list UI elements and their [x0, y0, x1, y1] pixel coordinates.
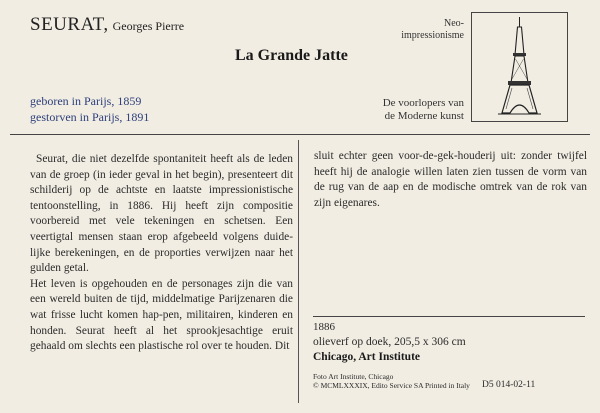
- series-label: [383, 97, 464, 123]
- movement-line-1: Neo-: [444, 18, 464, 29]
- text-line: die van een wereld buiten de tijd, middelmatige: [30, 277, 293, 306]
- text-line: heeft al het sprookjesachtige eruit gehaald om: [30, 324, 293, 353]
- text-line: in 1886. Hij heeft zijn compositie voorbereid: [30, 199, 293, 228]
- text-line: zonder twijfel heeft hij de analogie willen: [314, 150, 587, 178]
- eiffel-tower-drawing: [472, 13, 567, 121]
- text-line: Het leven is opgehouden en de personages zijn: [30, 277, 254, 290]
- artwork-date: 1886: [313, 321, 335, 333]
- text-line: slechts een plastische rol over te houden. Dit: [85, 340, 290, 353]
- paragraph-2: [30, 277, 293, 355]
- text-line: laten zien tussen de vorm van de rug van de: [314, 165, 587, 194]
- artist-firstname: Georges Pierre: [112, 19, 185, 33]
- movement-line-2: impressionisme: [401, 30, 464, 41]
- header-divider: [10, 134, 590, 135]
- text-line: Seurat, die niet dezelfde spontaniteit heeft als: [36, 153, 250, 165]
- text-line: sluit echter geen voor-de-gek-houderij uit:: [314, 150, 516, 162]
- text-line: lijke berekeningen, en de proporties verwijzen: [30, 246, 251, 259]
- artist-name: [30, 14, 184, 36]
- text-line: pen, militairen, kinderen en honden. Seurat: [30, 308, 293, 337]
- text-line: aap en de modische omtrek van de rok van zijn: [314, 181, 587, 209]
- text-line: de leden van de groep (in ieder geval in het: [30, 153, 293, 181]
- text-line: begin), presenteert dit schilderij op de achtste: [30, 168, 293, 197]
- text-line: naar het gulden getal.: [30, 246, 293, 275]
- column-divider: [298, 140, 299, 403]
- details-divider: [313, 316, 585, 317]
- text-line: mensen staan erop afgebeeld volgens duide-: [78, 230, 293, 243]
- text-column-left: [30, 152, 293, 355]
- movement-label: [401, 18, 464, 42]
- artwork-title: La Grande Jatte: [235, 47, 348, 64]
- text-column-right: [314, 149, 587, 211]
- artwork-location: Chicago, Art Institute: [313, 351, 421, 363]
- copyright-line: © MCMLXXXIX, Edito Service SA Printed in Italy: [313, 381, 470, 390]
- artist-surname: SEURAT,: [30, 14, 109, 35]
- card-code: D5 014-02-11: [482, 380, 536, 390]
- series-line-2: de Moderne kunst: [384, 110, 464, 122]
- text-line: en laatste impressionistische tentoonstelling,: [30, 184, 293, 212]
- photo-credit: Foto Art Institute, Chicago: [313, 372, 394, 381]
- eiffel-tower-icon: [471, 12, 568, 122]
- death-line: gestorven in Parijs, 1891: [30, 110, 150, 124]
- series-line-1: De voorlopers van: [382, 97, 464, 109]
- text-line: met vele tekeningen en schetsen. Een veertigtal: [30, 215, 293, 243]
- paragraph-1: [30, 152, 293, 277]
- text-line: eigenares.: [333, 196, 380, 209]
- text-line: Parijzenaren die wat frisse lucht komen hap-: [30, 293, 293, 321]
- artist-bio: [30, 93, 149, 125]
- artwork-medium: olieverf op doek, 205,5 x 306 cm: [313, 336, 466, 348]
- birth-line: geboren in Parijs, 1859: [30, 94, 142, 108]
